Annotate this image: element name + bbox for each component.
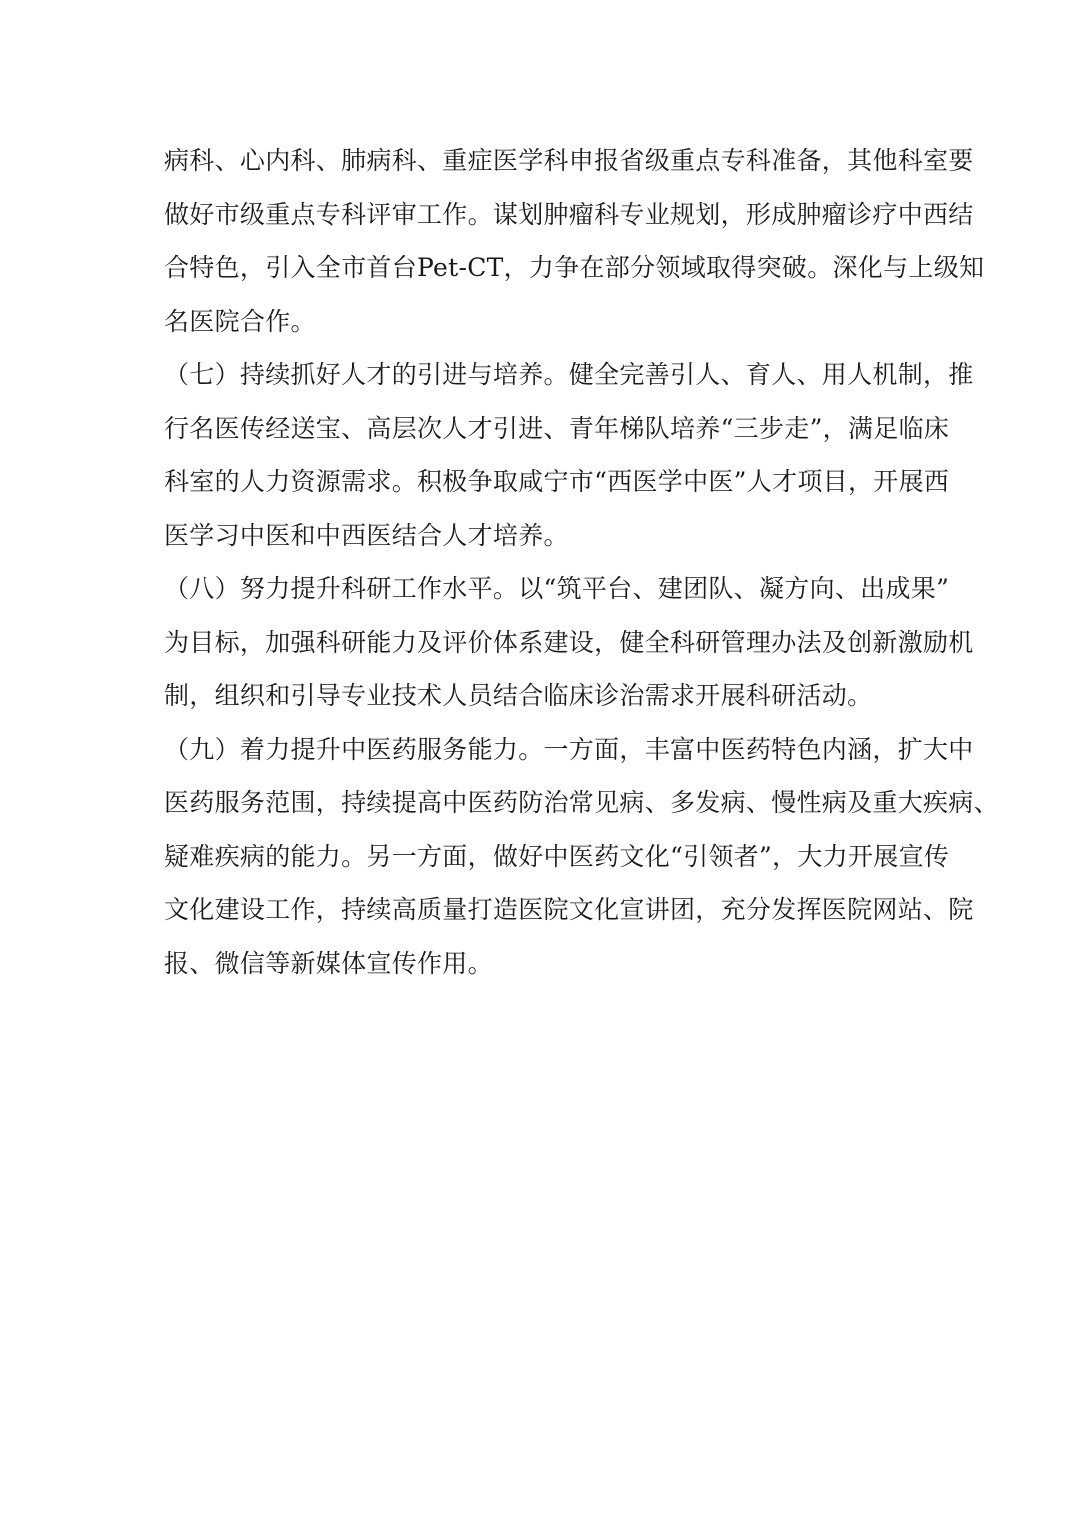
text-line: 做好市级重点专科评审工作。谋划肿瘤科专业规划，形成肿瘤诊疗中西结 <box>164 199 974 229</box>
text-line: （七）持续抓好人才的引进与培养。健全完善引人、育人、用人机制，推 <box>164 360 974 389</box>
paragraph-research <box>164 562 974 723</box>
paragraph-tcm-service <box>164 723 999 991</box>
text-line: 名医院合作。 <box>164 306 316 336</box>
document-body <box>164 134 999 990</box>
paragraph-talent <box>164 348 974 562</box>
paragraph-continued <box>164 134 985 348</box>
text-line: 为目标，加强科研能力及评价体系建设，健全科研管理办法及创新激励机 <box>164 627 974 657</box>
text-line: 行名医传经送宝、高层次人才引进、青年梯队培养“三步走”，满足临床 <box>164 413 950 443</box>
text-line: 疑难疾病的能力。另一方面，做好中医药文化“引领者”，大力开展宣传 <box>164 841 950 871</box>
text-line: （九）着力提升中医药服务能力。一方面，丰富中医药特色内涵，扩大中 <box>164 734 974 764</box>
text-line: 报、微信等新媒体宣传作用。 <box>164 948 493 978</box>
text-line: 病科、心内科、肺病科、重症医学科申报省级重点专科准备，其他科室要 <box>164 146 974 175</box>
text-line: 文化建设工作，持续高质量打造医院文化宣讲团，充分发挥医院网站、院 <box>164 895 974 924</box>
text-line: 医药服务范围，持续提高中医药防治常见病、多发病、慢性病及重大疾病、 <box>164 788 999 817</box>
text-line: 制，组织和引导专业技术人员结合临床诊治需求开展科研活动。 <box>164 681 873 710</box>
text-line: （八）努力提升科研工作水平。以“筑平台、建团队、凝方向、出成果” <box>164 574 950 603</box>
text-line: 合特色，引入全市首台Pet-CT，力争在部分领域取得突破。深化与上级知 <box>164 253 985 282</box>
text-line: 医学习中医和中西医结合人才培养。 <box>164 520 569 550</box>
text-line: 科室的人力资源需求。积极争取咸宁市“西医学中医”人才项目，开展西 <box>164 467 950 496</box>
